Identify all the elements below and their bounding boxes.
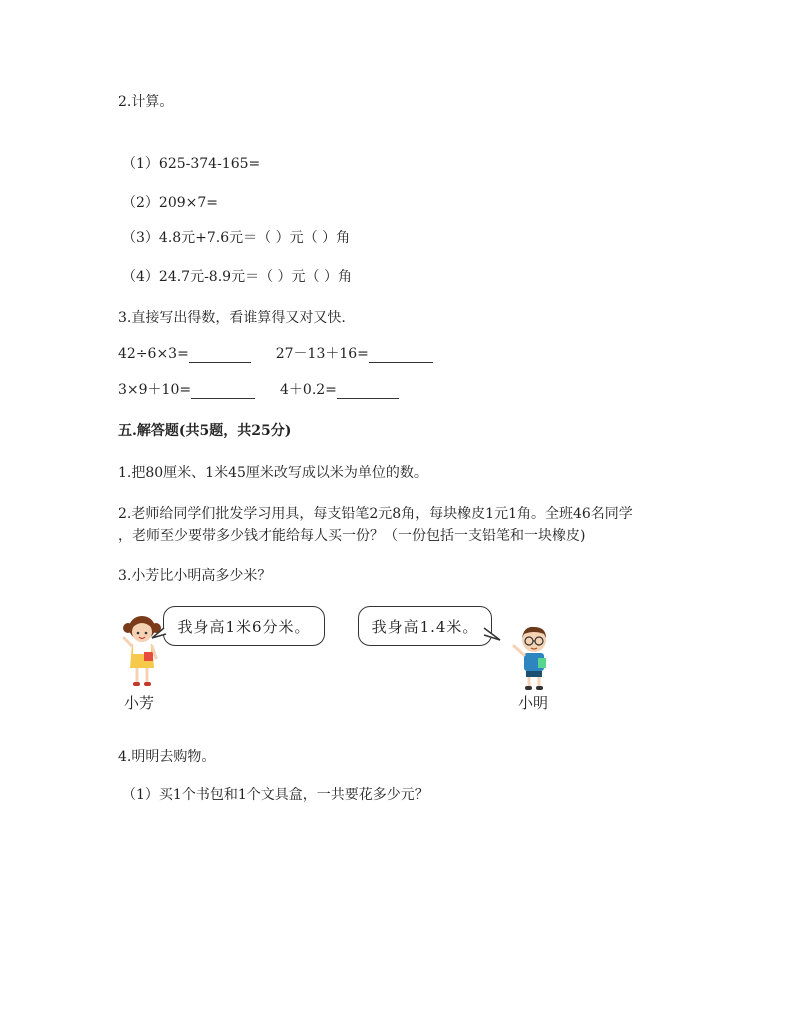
mental-math-row-2 [118,381,399,399]
boy-bubble-tail [480,628,502,642]
calc-item-4: （4）24.7元-8.9元＝（ ）元（ ）角 [122,269,352,285]
girl-illustration [118,612,168,692]
mental-math-row-1 [118,345,433,363]
girl-speech-text: 我身高1米6分米。 [177,617,311,636]
part-5-heading: 五.解答题(共5题，共25分) [118,423,292,439]
boy-illustration [508,622,556,692]
boy-speech-text: 我身高1.4米。 [371,617,479,636]
girl-speech-bubble [163,606,325,646]
girl-name-label: 小芳 [124,694,155,712]
question-1: 1.把80厘米、1米45厘米改写成以米为单位的数。 [118,465,428,481]
question-4-sub-1: （1）买1个书包和1个文具盒，一共要花多少元？ [122,787,429,803]
calc-item-2: （2）209×7= [122,195,218,211]
mental-math-expr-2: 27－13＋16= [275,346,369,362]
question-4: 4.明明去购物。 [118,749,216,765]
question-2-line-2: ，老师至少要带多少钱才能给每人买一份？（一份包括一支铅笔和一块橡皮) [118,528,586,544]
section-3-title: 3.直接写出得数，看谁算得又对又快. [118,310,346,326]
answer-blank[interactable] [189,348,251,363]
girl-bubble-tail [152,628,172,640]
calc-item-1: （1）625-374-165= [122,156,261,172]
mental-math-expr-1: 42÷6×3= [118,346,189,362]
question-3: 3.小芳比小明高多少米？ [118,568,272,584]
answer-blank[interactable] [337,384,399,399]
boy-name-label: 小明 [518,694,549,712]
boy-speech-bubble [358,606,492,646]
section-2-title: 2.计算。 [118,94,174,110]
question-2-line-1: 2.老师给同学们批发学习用具，每支铅笔2元8角，每块橡皮1元1角。全班46名同学 [118,506,633,522]
calc-item-3: （3）4.8元+7.6元＝（ ）元（ ）角 [122,230,351,246]
answer-blank[interactable] [369,348,433,363]
mental-math-expr-4: 4＋0.2= [280,382,337,398]
answer-blank[interactable] [191,384,255,399]
mental-math-expr-3: 3×9＋10= [118,382,192,398]
